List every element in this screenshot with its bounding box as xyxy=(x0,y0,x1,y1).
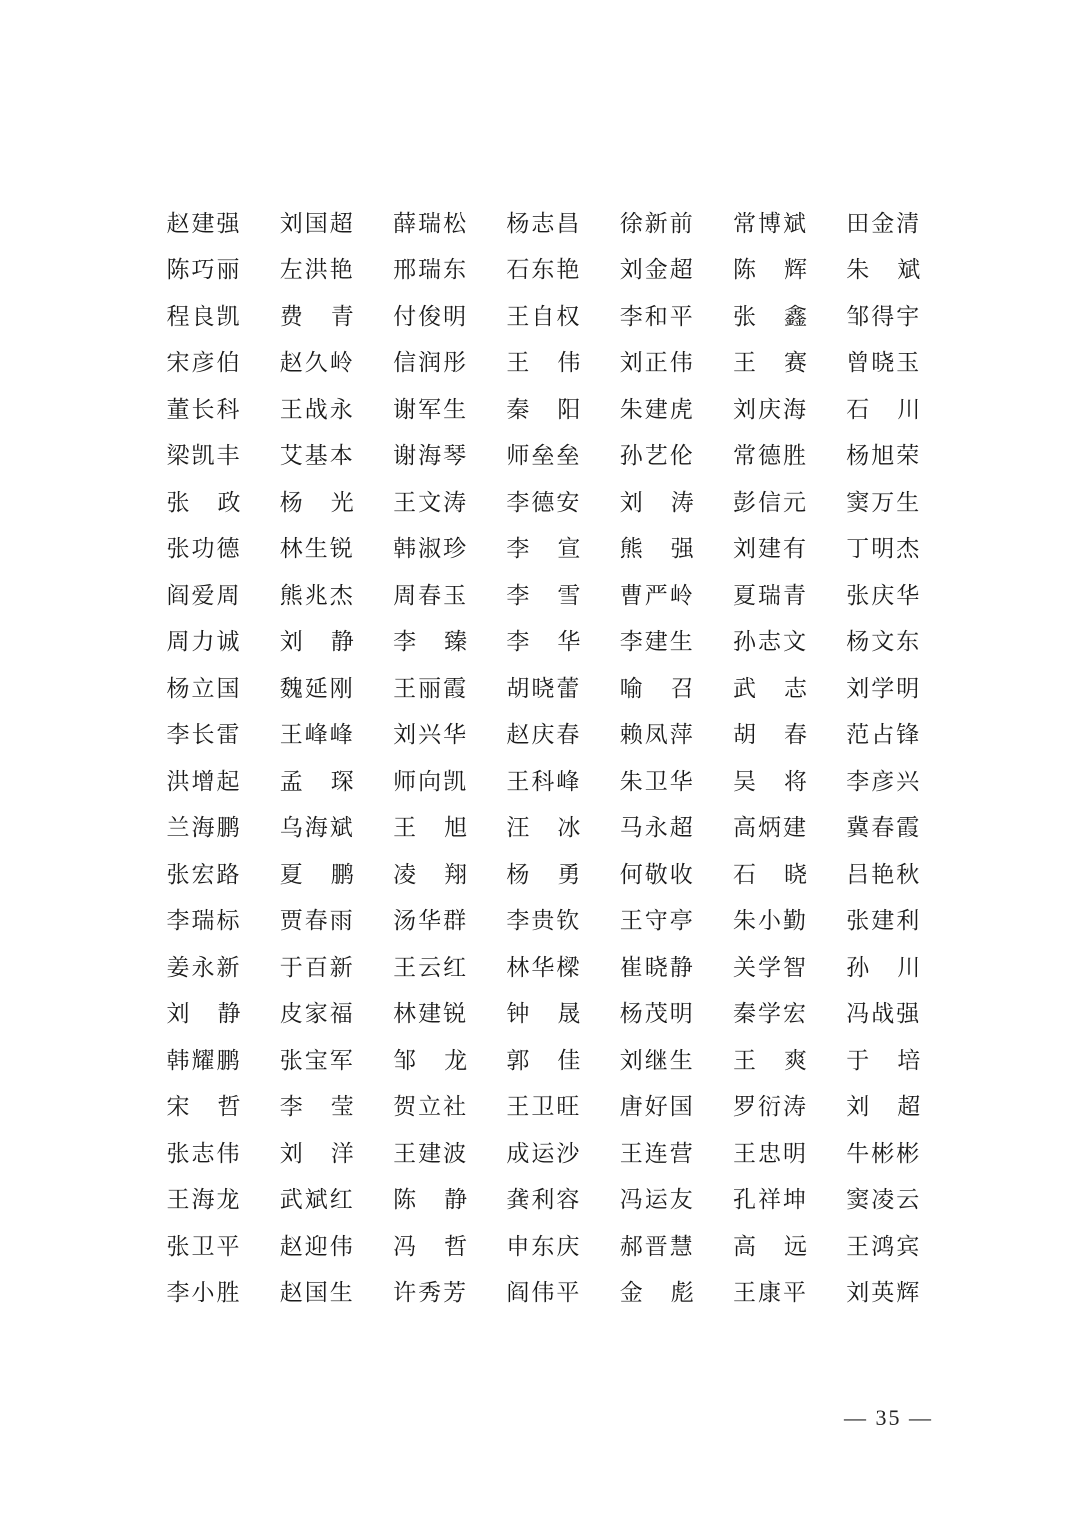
name-entry: 师垒垒 xyxy=(506,443,581,470)
name-entry: 张建利 xyxy=(846,908,921,935)
name-entry: 刘 超 xyxy=(846,1094,922,1121)
name-entry: 吕艳秋 xyxy=(846,861,921,888)
name-entry: 田金清 xyxy=(846,210,921,237)
name-entry: 贺立社 xyxy=(393,1094,468,1121)
name-entry: 李和平 xyxy=(619,303,694,330)
name-entry: 张宝军 xyxy=(279,1047,354,1074)
name-entry: 郭 佳 xyxy=(506,1047,582,1074)
name-entry: 罗衍涛 xyxy=(732,1094,807,1121)
name-entry: 乌海斌 xyxy=(279,815,354,842)
name-entry: 王峰峰 xyxy=(279,722,354,749)
name-entry: 王康平 xyxy=(732,1280,807,1307)
name-entry: 武斌红 xyxy=(279,1187,354,1214)
name-entry: 张 政 xyxy=(166,489,242,516)
name-entry: 高 远 xyxy=(732,1233,808,1260)
name-entry: 薛瑞松 xyxy=(393,210,468,237)
name-entry: 石 川 xyxy=(846,396,922,423)
name-entry: 信润彤 xyxy=(393,350,468,377)
name-entry: 王文涛 xyxy=(393,489,468,516)
name-entry: 夏 鹏 xyxy=(279,861,355,888)
name-entry: 王守亭 xyxy=(619,908,694,935)
name-row xyxy=(166,294,926,341)
name-row xyxy=(166,759,926,806)
name-entry: 成运沙 xyxy=(506,1140,581,1167)
name-entry: 刘 洋 xyxy=(279,1140,355,1167)
name-entry: 李 莹 xyxy=(279,1094,355,1121)
name-entry: 窦万生 xyxy=(846,489,921,516)
name-entry: 李 雪 xyxy=(506,582,582,609)
name-entry: 张宏路 xyxy=(166,861,241,888)
name-entry: 林生锐 xyxy=(279,536,354,563)
name-entry: 周力诚 xyxy=(166,629,241,656)
name-entry: 王云红 xyxy=(393,954,468,981)
name-entry: 秦 阳 xyxy=(506,396,582,423)
name-entry: 朱建虎 xyxy=(619,396,694,423)
name-entry: 梁凯丰 xyxy=(166,443,241,470)
name-entry: 王战永 xyxy=(279,396,354,423)
name-entry: 杨茂明 xyxy=(619,1001,694,1028)
name-entry: 吴 将 xyxy=(732,768,808,795)
name-entry: 左洪艳 xyxy=(279,257,354,284)
name-entry: 杨志昌 xyxy=(506,210,581,237)
name-entry: 赵久岭 xyxy=(279,350,354,377)
name-entry: 钟 晟 xyxy=(506,1001,582,1028)
name-entry: 金 彪 xyxy=(619,1280,695,1307)
name-entry: 崔晓静 xyxy=(619,954,694,981)
name-entry: 冀春霞 xyxy=(846,815,921,842)
name-entry: 胡晓蕾 xyxy=(506,675,581,702)
name-entry: 孙艺伦 xyxy=(619,443,694,470)
name-row xyxy=(166,480,926,527)
name-entry: 杨 光 xyxy=(279,489,355,516)
name-list xyxy=(166,201,926,1317)
name-entry: 朱卫华 xyxy=(619,768,694,795)
name-row xyxy=(166,201,926,248)
page-number: — 35 — xyxy=(844,1405,933,1430)
name-entry: 刘学明 xyxy=(846,675,921,702)
name-entry: 常德胜 xyxy=(732,443,807,470)
name-entry: 彭信元 xyxy=(732,489,807,516)
name-entry: 李 宣 xyxy=(506,536,582,563)
name-entry: 石东艳 xyxy=(506,257,581,284)
name-entry: 冯 哲 xyxy=(393,1233,469,1260)
name-row xyxy=(166,1271,926,1318)
name-row xyxy=(166,1131,926,1178)
name-entry: 王海龙 xyxy=(166,1187,241,1214)
name-entry: 孙志文 xyxy=(732,629,807,656)
name-entry: 冯运友 xyxy=(619,1187,694,1214)
name-entry: 费 青 xyxy=(279,303,355,330)
name-entry: 周春玉 xyxy=(393,582,468,609)
name-entry: 常博斌 xyxy=(732,210,807,237)
name-entry: 阎伟平 xyxy=(506,1280,581,1307)
name-entry: 张功德 xyxy=(166,536,241,563)
name-entry: 曹严岭 xyxy=(619,582,694,609)
name-entry: 丁明杰 xyxy=(846,536,921,563)
name-entry: 王 旭 xyxy=(393,815,469,842)
name-entry: 杨 勇 xyxy=(506,861,582,888)
name-entry: 高炳建 xyxy=(732,815,807,842)
name-entry: 汤华群 xyxy=(393,908,468,935)
name-entry: 王鸿宾 xyxy=(846,1233,921,1260)
name-row xyxy=(166,1085,926,1132)
name-entry: 王自权 xyxy=(506,303,581,330)
name-entry: 熊兆杰 xyxy=(279,582,354,609)
name-entry: 刘国超 xyxy=(279,210,354,237)
name-entry: 刘庆海 xyxy=(732,396,807,423)
name-entry: 胡 春 xyxy=(732,722,808,749)
name-row xyxy=(166,1038,926,1085)
name-row xyxy=(166,1178,926,1225)
name-row xyxy=(166,852,926,899)
name-entry: 牛彬彬 xyxy=(846,1140,921,1167)
name-entry: 兰海鹏 xyxy=(166,815,241,842)
name-entry: 李德安 xyxy=(506,489,581,516)
name-entry: 窦凌云 xyxy=(846,1187,921,1214)
name-entry: 魏延刚 xyxy=(279,675,354,702)
name-entry: 汪 冰 xyxy=(506,815,582,842)
name-entry: 宋 哲 xyxy=(166,1094,242,1121)
name-entry: 王 伟 xyxy=(506,350,582,377)
name-entry: 冯战强 xyxy=(846,1001,921,1028)
name-row xyxy=(166,434,926,481)
name-entry: 姜永新 xyxy=(166,954,241,981)
name-entry: 赖凤萍 xyxy=(619,722,694,749)
name-entry: 陈 静 xyxy=(393,1187,469,1214)
name-entry: 程良凯 xyxy=(166,303,241,330)
name-entry: 皮家福 xyxy=(279,1001,354,1028)
name-entry: 刘继生 xyxy=(619,1047,694,1074)
name-entry: 于 培 xyxy=(846,1047,922,1074)
name-entry: 朱 斌 xyxy=(846,257,922,284)
name-row xyxy=(166,666,926,713)
name-entry: 王丽霞 xyxy=(393,675,468,702)
name-entry: 夏瑞青 xyxy=(732,582,807,609)
name-entry: 宋彦伯 xyxy=(166,350,241,377)
name-row xyxy=(166,1224,926,1271)
name-entry: 李小胜 xyxy=(166,1280,241,1307)
name-entry: 徐新前 xyxy=(619,210,694,237)
name-row xyxy=(166,620,926,667)
name-entry: 赵迎伟 xyxy=(279,1233,354,1260)
name-entry: 马永超 xyxy=(619,815,694,842)
name-entry: 邹 龙 xyxy=(393,1047,469,1074)
name-entry: 谢军生 xyxy=(393,396,468,423)
name-entry: 李瑞标 xyxy=(166,908,241,935)
name-entry: 熊 强 xyxy=(619,536,695,563)
name-entry: 王 爽 xyxy=(732,1047,808,1074)
name-entry: 刘金超 xyxy=(619,257,694,284)
name-row xyxy=(166,573,926,620)
name-row xyxy=(166,341,926,388)
name-entry: 刘 静 xyxy=(279,629,355,656)
name-entry: 李 华 xyxy=(506,629,582,656)
name-row xyxy=(166,713,926,760)
name-entry: 孔祥坤 xyxy=(732,1187,807,1214)
name-row xyxy=(166,992,926,1039)
name-row xyxy=(166,248,926,295)
name-entry: 赵国生 xyxy=(279,1280,354,1307)
name-entry: 阎爱周 xyxy=(166,582,241,609)
name-entry: 付俊明 xyxy=(393,303,468,330)
name-entry: 郝晋慧 xyxy=(619,1233,694,1260)
name-entry: 杨立国 xyxy=(166,675,241,702)
name-entry: 于百新 xyxy=(279,954,354,981)
name-entry: 曾晓玉 xyxy=(846,350,921,377)
name-entry: 王连营 xyxy=(619,1140,694,1167)
name-entry: 何敬收 xyxy=(619,861,694,888)
name-entry: 张庆华 xyxy=(846,582,921,609)
name-entry: 韩耀鹏 xyxy=(166,1047,241,1074)
name-entry: 刘 静 xyxy=(166,1001,242,1028)
name-entry: 贾春雨 xyxy=(279,908,354,935)
name-entry: 武 志 xyxy=(732,675,808,702)
name-entry: 凌 翔 xyxy=(393,861,469,888)
name-row xyxy=(166,945,926,992)
name-entry: 艾基本 xyxy=(279,443,354,470)
name-entry: 唐好国 xyxy=(619,1094,694,1121)
name-entry: 龚利容 xyxy=(506,1187,581,1214)
name-entry: 王 赛 xyxy=(732,350,808,377)
name-entry: 刘正伟 xyxy=(619,350,694,377)
name-entry: 杨文东 xyxy=(846,629,921,656)
name-entry: 董长科 xyxy=(166,396,241,423)
name-entry: 秦学宏 xyxy=(732,1001,807,1028)
name-entry: 谢海琴 xyxy=(393,443,468,470)
name-row xyxy=(166,899,926,946)
name-entry: 林建锐 xyxy=(393,1001,468,1028)
name-entry: 范占锋 xyxy=(846,722,921,749)
name-entry: 邢瑞东 xyxy=(393,257,468,284)
name-entry: 喻 召 xyxy=(619,675,695,702)
name-entry: 洪增起 xyxy=(166,768,241,795)
name-entry: 王建波 xyxy=(393,1140,468,1167)
name-row xyxy=(166,806,926,853)
name-entry: 张志伟 xyxy=(166,1140,241,1167)
name-entry: 林华樑 xyxy=(506,954,581,981)
name-entry: 王科峰 xyxy=(506,768,581,795)
name-entry: 许秀芳 xyxy=(393,1280,468,1307)
name-entry: 刘建有 xyxy=(732,536,807,563)
name-entry: 王卫旺 xyxy=(506,1094,581,1121)
name-entry: 王忠明 xyxy=(732,1140,807,1167)
name-entry: 杨旭荣 xyxy=(846,443,921,470)
name-entry: 张卫平 xyxy=(166,1233,241,1260)
name-entry: 朱小勤 xyxy=(732,908,807,935)
name-row xyxy=(166,387,926,434)
name-entry: 刘英辉 xyxy=(846,1280,921,1307)
name-entry: 陈巧丽 xyxy=(166,257,241,284)
name-entry: 李建生 xyxy=(619,629,694,656)
name-entry: 申东庆 xyxy=(506,1233,581,1260)
name-entry: 李贵钦 xyxy=(506,908,581,935)
name-entry: 陈 辉 xyxy=(732,257,808,284)
name-entry: 李长雷 xyxy=(166,722,241,749)
name-entry: 刘 涛 xyxy=(619,489,695,516)
name-entry: 韩淑珍 xyxy=(393,536,468,563)
name-entry: 张 鑫 xyxy=(732,303,808,330)
name-entry: 师向凯 xyxy=(393,768,468,795)
name-entry: 刘兴华 xyxy=(393,722,468,749)
name-entry: 石 晓 xyxy=(732,861,808,888)
name-entry: 赵建强 xyxy=(166,210,241,237)
name-row xyxy=(166,527,926,574)
name-entry: 孙 川 xyxy=(846,954,922,981)
name-entry: 孟 琛 xyxy=(279,768,355,795)
name-entry: 关学智 xyxy=(732,954,807,981)
name-entry: 邹得宇 xyxy=(846,303,921,330)
name-entry: 李彦兴 xyxy=(846,768,921,795)
name-entry: 赵庆春 xyxy=(506,722,581,749)
name-entry: 李 臻 xyxy=(393,629,469,656)
